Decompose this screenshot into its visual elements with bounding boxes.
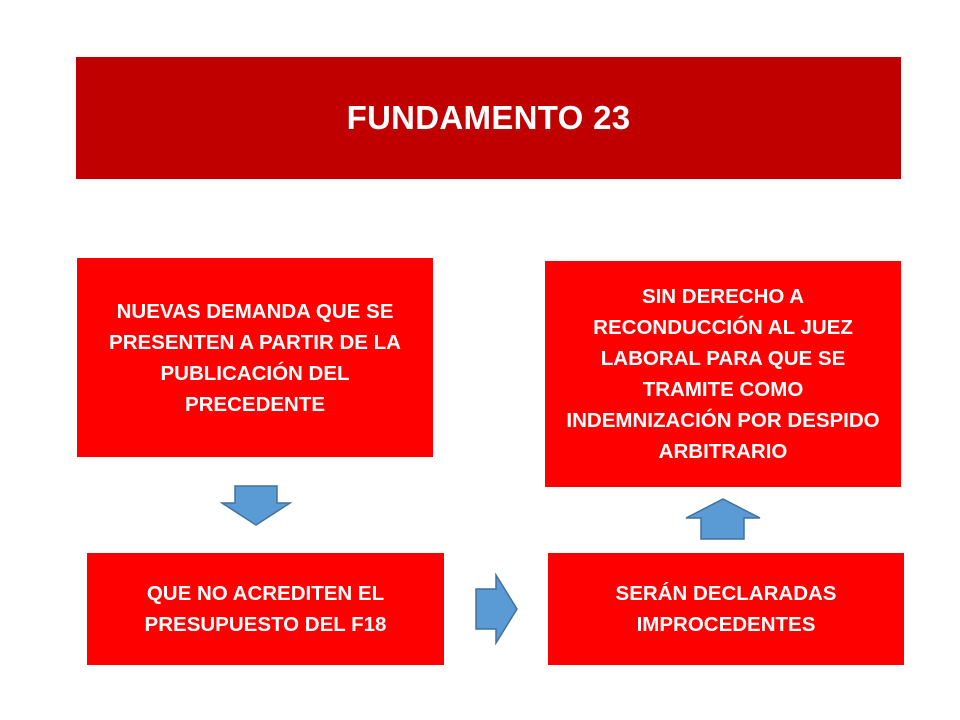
box-not-accredit	[87, 553, 444, 665]
box-not-accredit-text: QUE NO ACREDITEN EL PRESUPUESTO DEL F18	[144, 582, 387, 636]
diagram-title: FUNDAMENTO 23	[346, 99, 631, 136]
box-no-right-text: SIN DERECHO A RECONDUCCIÓN AL JUEZ LABORAL PARA QUE SE TRAMITE COMO INDEMNIZACIÓN POR DESPIDO ARBITRARIO	[566, 285, 880, 463]
box-declared-text: SERÁN DECLARADAS IMPROCEDENTES	[615, 582, 837, 636]
box-new-demands	[77, 258, 433, 457]
arrow-right-icon	[475, 573, 519, 645]
box-no-right-to-reconduction	[545, 261, 901, 487]
box-new-demands-text: NUEVAS DEMANDA QUE SE PRESENTEN A PARTIR DE LA PUBLICACIÓN DEL PRECEDENTE	[109, 299, 401, 416]
arrow-up-icon	[684, 497, 764, 541]
box-declared-improcedent	[548, 553, 904, 665]
title-banner	[76, 57, 901, 179]
arrow-down-icon	[220, 485, 292, 527]
